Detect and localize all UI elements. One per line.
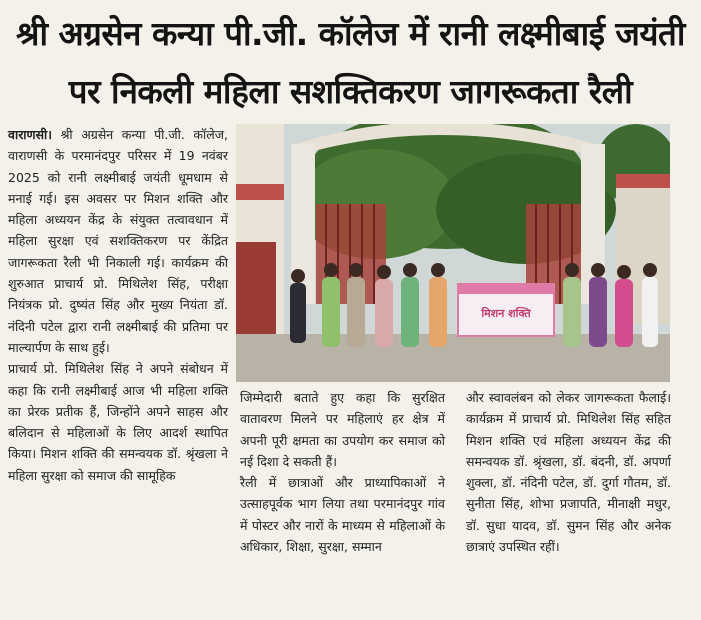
article-paragraph: रैली में छात्राओं और प्राध्यापिकाओं ने उत्साहपूर्वक भाग लिया तथा परमानंदपुर गांव में पोस्टर और नारों के माध्यम से महिलाओं के अधिकार, शिक्षा, सुरक्षा, सम्मान	[240, 475, 445, 555]
article-paragraph: जिम्मेदारी बताते हुए कहा कि सुरक्षित वातावरण मिलने पर महिलाएं हर क्षेत्र में अपनी पूरी क्षमता का उपयोग कर समाज को नई दिशा दे सकती हैं।	[240, 390, 445, 469]
dateline: वाराणसी।	[8, 127, 53, 142]
headline-line-2: पर निकली महिला सशक्तिकरण जागरूकता रैली	[68, 72, 633, 111]
article-text: श्री अग्रसेन कन्या पी.जी. कॉलेज, वाराणसी के परमानंदपुर परिसर में 19 नवंबर 2025 को रानी लक्ष्मीबाई जयंती धूमधाम से मनाई गई। इस अवसर पर मिशन शक्ति और महिला अध्ययन केंद्र के संयुक्त तत्वावधान में महिला सुरक्षा एवं सशक्तिकरण पर केंद्रित जागरूकता रैली भी निकाली गई। कार्यक्रम की शुरुआत प्राचार्य प्रो. मिथिलेश सिंह, परीक्षा नियंत्रक प्रो. दुष्यंत सिंह और मुख्य नियंता डॉ. नंदिनी पटेल द्वारा रानी लक्ष्मीबाई की प्रतिमा पर माल्यार्पण के साथ हुई।	[8, 127, 228, 355]
article-column-1	[8, 124, 228, 486]
article-paragraph: प्राचार्य प्रो. मिथिलेश सिंह ने अपने संबोधन में कहा कि रानी लक्ष्मीबाई आज भी महिला शक्ति का प्रेरक प्रतीक हैं, जिन्होंने अपने साहस और बलिदान से महिलाओं के लिए आदर्श स्थापित किया। मिशन शक्ति की समन्वयक डॉ. श्रृंखला ने महिला सुरक्षा को समाज की सामूहिक	[8, 361, 228, 483]
article-column-2	[240, 387, 445, 557]
rally-photo	[236, 124, 670, 382]
rally-photo-graphic	[236, 124, 670, 382]
article-column-3	[466, 387, 671, 557]
banner-text: मिशन शक्ति	[481, 307, 531, 320]
headline-line-1: श्री अग्रसेन कन्या पी.जी. कॉलेज में रानी लक्ष्मीबाई जयंती	[16, 14, 685, 53]
article-paragraph: और स्वावलंबन को लेकर जागरूकता फैलाई। कार्यक्रम में प्राचार्य प्रो. मिथिलेश सिंह सहित मिशन शक्ति एवं महिला अध्ययन केंद्र की समन्वयक डॉ. श्रृंखला, डॉ. बंदनी, डॉ. अपर्णा शुक्ला, डॉ. नंदिनी पटेल, डॉ. दुर्गा गौतम, डॉ. सुनीता सिंह, शोभा प्रजापति, मीनाक्षी मधुर, डॉ. सुधा यादव, डॉ. सुमन सिंह और अनेक छात्राएं उपस्थित रहीं।	[466, 390, 671, 555]
article-paragraph	[8, 124, 228, 358]
